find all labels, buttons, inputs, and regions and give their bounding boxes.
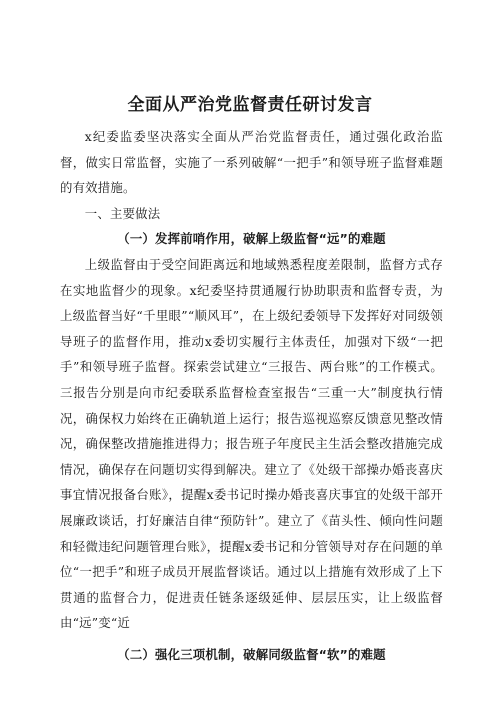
subsection-paragraph: 上级监督由于受空间距离远和地域熟悉程度差限制，监督方式存在实地监督少的现象。x纪委坚持贯通履行协助职责和监督专责，为上级监督当好“千里眼”“顺风耳”，在上级纪委领导下发挥好对同级领导班子的监督作用，推动x委切实履行主体责任，加强对下级“一把手”和领导班子监督。探索尝试建立“三报告、两台账”的工作模式。三报告分别是向市纪委联系监督检查室报告“三重一大”制度执行情况，确保权力始终在正确轨道上运行；报告巡视巡察反馈意见整改情况，确保整改措施推进得力；报告班子年度民主生活会整改措施完成情况，确保存在问题切实得到解决。建立了《处级干部操办婚丧喜庆事宜情况报备台账》，提醒x委书记时操办婚丧喜庆事宜的处级干部开展廉政谈话，打好廉洁自律“预防针”。建立了《苗头性、倾向性问题和轻微违纪问题管理台账》，提醒x委书记和分管领导对存在问题的单位“一把手”和班子成员开展监督谈话。通过以上措施有效形成了上下贯通的监督合力，促进责任链条逐级延伸、层层压实，让上级监督由“远”变“近 <box>60 256 443 631</box>
section-heading: 一、主要做法 <box>84 205 161 221</box>
document-body <box>60 124 443 667</box>
subsection-heading-2: （二）强化三项机制，破解同级监督“软”的难题 <box>117 646 386 662</box>
document-title: 全面从严治党监督责任研讨发言 <box>127 95 373 115</box>
intro-paragraph: x纪委监委坚决落实全面从严治党监督责任，通过强化政治监督，做实日常监督，实施了一系列破解“一把手”和领导班子监督难题的有效措施。 <box>60 129 443 196</box>
subsection-heading: （一）发挥前哨作用，破解上级监督“远”的难题 <box>117 231 386 247</box>
